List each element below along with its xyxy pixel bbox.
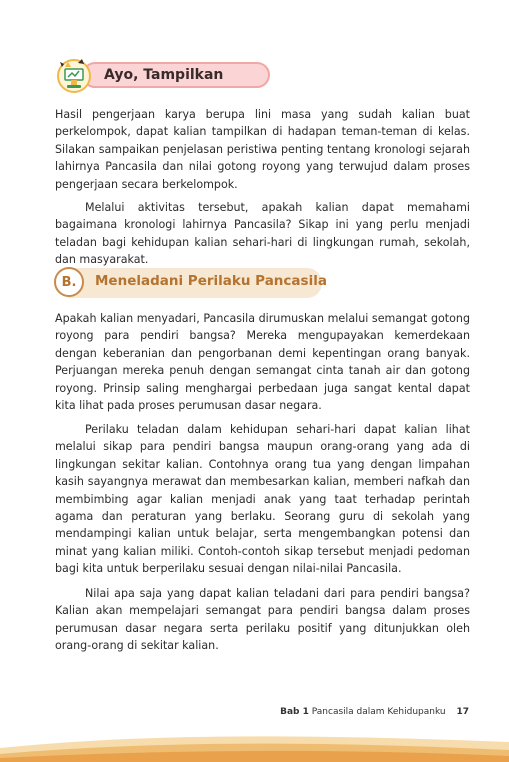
paragraph-2: Melalui aktivitas tersebut, apakah kalian dapat memahami bagaimana kronologi lahirnya Pancasila? Sikap ini yang perlu menjadi teladan bagi kehidupan kalian sehari-hari di lingkungan rumah, sekolah, dan masyarakat. [55, 201, 470, 267]
paragraph-4: Perilaku teladan dalam kehidupan sehari-hari dapat kalian lihat melalui sikap para pendiri bangsa maupun orang-orang yang ada di lingkungan sekitar kalian. Contohnya orang tua yang dengan limpahan kasih sayangnya merawat dan membesarkan kalian, memberi nafkah dan membimbing agar kalian menjadi anak yang taat terhadap perintah agama dan peraturan yang berlaku. Seorang guru di sekolah yang mendampingi kalian untuk belajar, serta mengembangkan potensi dan minat yang kalian miliki. Contoh-contoh sikap tersebut menjadi pedoman bagi kita untuk berperilaku sesuai dengan nilai-nilai Pancasila. [55, 423, 470, 576]
section-title: Meneladani Perilaku Pancasila [95, 273, 327, 289]
footer-chapter: Bab 1 [280, 707, 309, 717]
paragraph-1: Hasil pengerjaan karya berupa lini masa yang sudah kalian buat perkelompok, dapat kalian tampilkan di hadapan teman-teman di kelas. Silakan sampaikan penjelasan peristiwa penting tentang kronologi sejarah lahirnya Pancasila dan nilai gotong royong yang terwujud dalam proses pengerjaan secara berkelompok. [55, 108, 470, 191]
presentation-icon [54, 54, 94, 94]
decorative-wave [0, 728, 509, 762]
paragraph-5: Nilai apa saja yang dapat kalian teladani dari para pendiri bangsa? Kalian akan mempelajari semangat para pendiri bangsa dalam proses perumusan dasar negara serta perilaku positif yang ditunjukkan oleh orang-orang di sekitar kalian. [55, 587, 470, 653]
footer-chapter-title: Pancasila dalam Kehidupanku [311, 707, 446, 717]
paragraph-3: Apakah kalian menyadari, Pancasila dirumuskan melalui semangat gotong royong para pendiri bangsa? Mereka mengupayakan kemerdekaan dengan keberanian dan pengorbanan demi kepentingan orang banyak. Perjuangan mereka penuh dengan semangat cinta tanah air dan gotong royong. Prinsip saling menghargai perbedaan juga sangat kental dapat kita lihat pada proses perumusan dasar negara. [55, 312, 470, 413]
section-letter: B. [54, 267, 84, 297]
page-number: 17 [456, 707, 469, 717]
page-footer [280, 707, 469, 717]
activity-title: Ayo, Tampilkan [104, 67, 224, 83]
